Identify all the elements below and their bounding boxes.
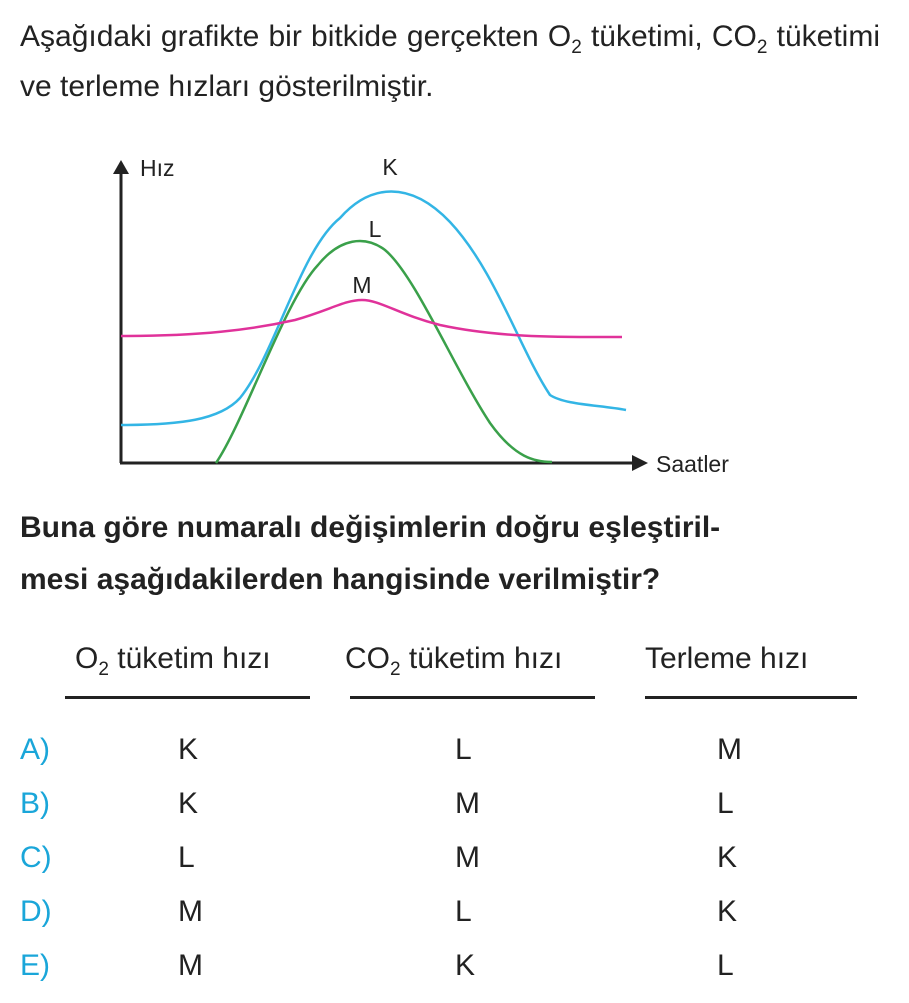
header-o2 [75, 642, 271, 680]
series-line-m [121, 300, 622, 337]
question-line1: Buna göre numaralı değişimlerin doğru eşleştiril- [20, 511, 721, 544]
x-axis-arrow [632, 455, 648, 471]
question-line2: mesi aşağıdakilerden hangisinde verilmiştir? [20, 563, 661, 596]
option-co2-value: K [455, 949, 476, 982]
question-text [20, 502, 882, 606]
intro-sub1: 2 [571, 37, 582, 58]
option-label: E) [20, 949, 50, 982]
option-co2-value: M [455, 787, 480, 820]
y-axis-arrow [113, 160, 129, 174]
option-b[interactable] [0, 787, 909, 841]
header-o2-sub: 2 [98, 659, 109, 680]
header-co2 [345, 642, 563, 680]
header-rule-2 [350, 696, 595, 699]
option-o2-value: M [178, 895, 203, 928]
option-o2-value: K [178, 787, 199, 820]
series-label-k: K [382, 154, 398, 180]
option-label: D) [20, 895, 52, 928]
intro-text [20, 12, 880, 112]
option-o2-value: L [178, 841, 195, 874]
y-axis-label: Hız [140, 155, 175, 181]
option-c[interactable] [0, 841, 909, 895]
option-o2-value: K [178, 733, 199, 766]
header-co2-post: tüketim hızı [400, 642, 563, 675]
option-terleme-value: K [717, 895, 738, 928]
header-co2-sub: 2 [390, 659, 401, 680]
option-terleme-value: L [717, 787, 734, 820]
x-axis-label: Saatler [656, 451, 729, 477]
option-co2-value: M [455, 841, 480, 874]
option-a[interactable] [0, 733, 909, 787]
option-label: C) [20, 841, 52, 874]
option-terleme-value: K [717, 841, 738, 874]
option-label: B) [20, 787, 50, 820]
header-o2-post: tüketim hızı [108, 642, 271, 675]
series-label-l: L [368, 216, 382, 242]
intro-sub2: 2 [756, 37, 768, 58]
intro-part1: Aşağıdaki grafikte bir bitkide gerçekten O [20, 20, 572, 53]
series-label-m: M [352, 272, 372, 298]
intro-part3: tüketimi ve terleme hızları gösterilmiştir. [20, 20, 880, 103]
header-o2-pre: O [75, 642, 99, 675]
intro-part2: tüketimi, CO [581, 20, 757, 53]
header-terleme-text: Terleme hızı [645, 642, 809, 675]
header-co2-pre: CO [345, 642, 390, 675]
option-o2-value: M [178, 949, 203, 982]
option-co2-value: L [455, 733, 472, 766]
option-terleme-value: M [717, 733, 742, 766]
header-rule-1 [65, 696, 310, 699]
option-co2-value: L [455, 895, 472, 928]
rate-chart [0, 140, 760, 490]
option-terleme-value: L [717, 949, 734, 982]
header-rule-3 [645, 696, 857, 699]
option-d[interactable] [0, 895, 909, 949]
header-terleme [645, 642, 808, 676]
option-label: A) [20, 733, 50, 766]
